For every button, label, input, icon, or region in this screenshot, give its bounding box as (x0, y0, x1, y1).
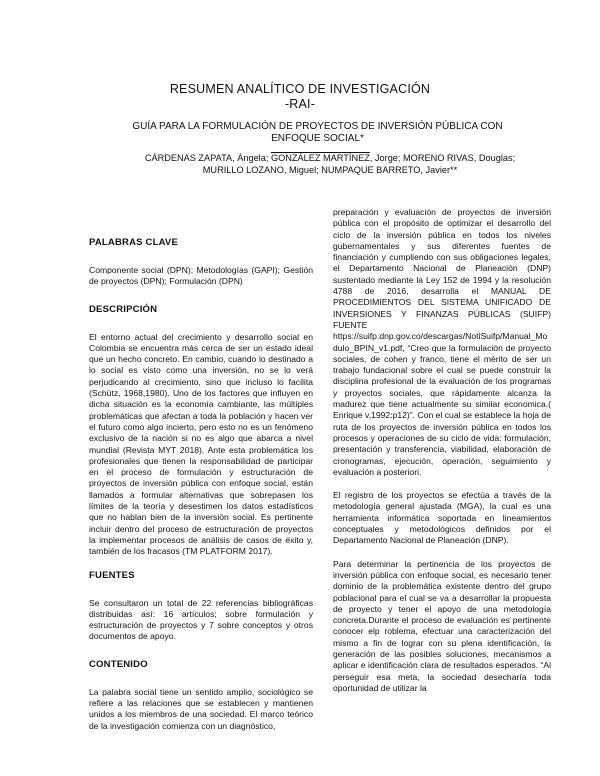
authors-line-2: MURILLO LOZANO, Miguel; NUMPAQUE BARRETO, Javier** (202, 165, 458, 175)
right-paragraph-2: El registro de los proyectos se efectúa a través de la metodología general ajustada (MGA), la cual es una herramienta informática soportada en lineamientos conceptuales y metodológicos definidos por el Departamento Nacional de Planeación (DNP). (333, 490, 551, 546)
content-heading: CONTENIDO (89, 658, 148, 670)
document-title (0, 82, 600, 112)
authors-line-1-overlined: GONZÁLEZ MARTÍNEZ (270, 153, 370, 163)
authors-line-1 (140, 152, 520, 164)
subtitle-line-2: ENFOQUE SOCIAL* (271, 133, 364, 144)
left-column (89, 207, 313, 732)
right-column (333, 207, 551, 694)
sources-heading: FUENTES (89, 569, 135, 581)
title-line-1: RESUMEN ANALÍTICO DE INVESTIGACIÓN (169, 82, 431, 96)
authors-line-1-prefix: CÁRDENAS ZAPATA, Ángela; (144, 153, 271, 163)
authors-line-1-suffix: , Jorge; MORENO RIVAS, Douglas; (369, 153, 516, 163)
right-paragraph-3: Para determinar la pertinencia de los proyectos de inversión pública con enfoque social, es necesario tener dominio de la problemática existente dentro del grupo poblacional para el cual se va a desarrollar la propuesta de proyecto y tener el apoyo de una metodología concreta.Durante el proceso de evaluación es pertinente conocer elp roblema, efectuar una caracterización del mismo a fin de lograr con su plena identificación, la generación de las posibles soluciones, mecanismos a aplicar e identificación clara de resultados esperados. “Al perseguir esa meta, la sociedad desecharía toda oportunidad de utilizar la (333, 558, 551, 693)
right-paragraph-1: preparación y evaluación de proyectos de inversión pública con el propósito de optimizar el desarrollo del ciclo de la inversión pública en todos los niveles gubernamentales y sus diferentes fuentes de financiación y cumpliendo con sus obligaciones legales, el Departamento Nacional de Planeación (DNP) sustentado mediante la Ley 152 de 1994 y la resolución 4788 de 2016, desarrolla el MANUAL DE PROCEDIMIENTOS DEL SISTEMA UNIFICADO DE INVERSIONES Y FINANZAS PÚBLICAS (SUIFP) FUENTE https://suifp.dnp.gov.co/descargas/NotiSuifp/Manual_Modulo_BPIN_v1.pdf, “Creo que la formulación de proyecto sociales, de cohen y franco, tiene el mérito de ser un trabajo fundacional sobre el cual se puede construir la disciplina profesional de la evaluación de los programas y proyectos sociales, que rápidamente alcanza la madurez que tiene actualmente su similar economica.( Enrique v,1992:p12)”. Con el cual se establece la hoja de ruta de los proyectos de inversión pública en todos los procesos y operaciones de su ciclo de vida: formulación, presentación y transferencia, viabilidad, elaboración de cronogramas, ejecución, operación, seguimiento y evaluación a posteriori. (333, 207, 551, 477)
content-text: La palabra social tiene un sentido amplio, sociológico se refiere a las relaciones que se establecen y mantienen unidos a los miembros de una sociedad. El marco teórico de la investigación comienza con un diagnóstico, (89, 686, 313, 731)
keywords-text: Componente social (DPN); Metodologías (GAPI); Gestión de proyectos (DPN); Formulación (DPN) (89, 265, 313, 287)
description-heading: DESCRIPCIÓN (89, 303, 158, 315)
sources-text: Se consultaron un total de 22 referencias bibliográficas distribuidas así: 16 artículos; sobre formulación y estructuración de proyectos y 7 sobre conceptos y otros documentos de apoyo. (89, 597, 313, 642)
description-text: El entorno actual del crecimiento y desarrollo social en Colombia se encuentra más cerca de ser un estado ideal que un hecho concreto. En cambio, cuando lo destinado a lo social es visto como una inversión, no se lo verá perjudicando al crecimiento, sino que incluso lo facilita (Schütz, 1968,1980). Uno de los factores que influyen en dicha situación es la economía cambiante, las múltiples problemáticas que afectan a toda la población y hacen ver el futuro como algo incierto, pero esto no es un fenómeno exclusivo de la nación si no es algo que abarca a nivel mundial (Revista MYT 2018). Ante esta problemática los profesionales que tienen la responsabilidad de participar en el proceso de formulación y estructuración de proyectos de inversión pública con enfoque social, están llamados a formular alternativas que sobrepasen los límites de la teoría y desestimen los datos estadísticos que no hablan bien de la inversión social. Es pertinente incluir dentro del proceso de estructuración de proyectos la implementar procesos de análisis de casos de éxito y, también de los fracasos (TM PLATFORM 2017). (89, 331, 313, 557)
title-line-2: -RAI- (284, 97, 316, 111)
keywords-heading: PALABRAS CLAVE (89, 237, 179, 248)
authors-block (140, 152, 520, 176)
document-subtitle (120, 121, 515, 145)
subtitle-line-1: GUÍA PARA LA FORMULACIÓN DE PROYECTOS DE INVERSIÓN PÚBLICA CON (132, 121, 503, 132)
